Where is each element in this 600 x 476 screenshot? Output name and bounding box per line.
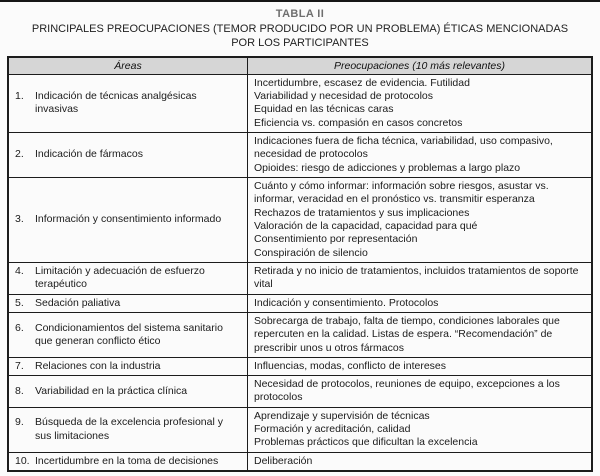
concern-item: Indicación y consentimiento. Protocolos bbox=[254, 296, 439, 309]
concerns-table bbox=[7, 56, 593, 473]
concerns-cell bbox=[248, 177, 593, 262]
table-row bbox=[8, 452, 592, 471]
concern-item: Formación y acreditación, calidad bbox=[254, 423, 411, 436]
area-cell bbox=[8, 312, 248, 357]
area-cell bbox=[8, 132, 248, 177]
area-label: Condicionamientos del sistema sanitario que generan conflicto ético bbox=[35, 321, 223, 347]
concerns-cell bbox=[248, 74, 593, 132]
area-cell bbox=[8, 294, 248, 312]
concern-item: Valoración de la capacidad, capacidad para qué bbox=[254, 219, 478, 232]
row-number: 1. bbox=[15, 89, 24, 102]
concern-item: Variabilidad y necesidad de protocolos bbox=[254, 89, 434, 102]
concern-item: Deliberación bbox=[254, 454, 313, 467]
row-number: 9. bbox=[15, 416, 24, 429]
area-cell bbox=[8, 262, 248, 294]
concerns-cell bbox=[248, 312, 593, 357]
area-label: Relaciones con la industria bbox=[35, 359, 161, 372]
area-cell bbox=[8, 407, 248, 452]
concern-item: Incertidumbre, escasez de evidencia. Futilidad bbox=[254, 76, 470, 89]
row-number: 2. bbox=[15, 148, 24, 161]
concerns-column-header: Preocupaciones (10 más relevantes) bbox=[248, 57, 593, 75]
concern-item: Consentimiento por representación bbox=[254, 233, 418, 246]
concerns-cell bbox=[248, 132, 593, 177]
table-row bbox=[8, 177, 592, 262]
table-row bbox=[8, 357, 592, 375]
concern-item: Sobrecarga de trabajo, falta de tiempo, condiciones laborales que repercuten en la calidad. Listas de espera. “Recomendación” de prescribir unos u otros fármacos bbox=[254, 314, 560, 354]
row-number: 4. bbox=[15, 264, 24, 277]
area-label: Información y consentimiento informado bbox=[35, 213, 222, 226]
concern-item: Rechazos de tratamientos y sus implicaciones bbox=[254, 206, 470, 219]
concern-item: Aprendizaje y supervisión de técnicas bbox=[254, 409, 430, 422]
concerns-cell bbox=[248, 294, 593, 312]
concern-item: Necesidad de protocolos, reuniones de equipo, excepciones a los protocolos bbox=[254, 378, 560, 404]
area-label: Búsqueda de la excelencia profesional y sus limitaciones bbox=[35, 416, 223, 442]
table-row bbox=[8, 407, 592, 452]
table-row bbox=[8, 262, 592, 294]
row-number: 10. bbox=[15, 454, 30, 467]
concern-item: Problemas prácticos que dificultan la excelencia bbox=[254, 436, 478, 449]
row-number: 7. bbox=[15, 359, 24, 372]
concerns-cell bbox=[248, 376, 593, 408]
concern-item: Influencias, modas, conflicto de intereses bbox=[254, 359, 447, 372]
table-caption bbox=[12, 8, 588, 51]
concern-item: Indicaciones fuera de ficha técnica, variabilidad, uso compasivo, necesidad de protocolos bbox=[254, 134, 553, 161]
table-header-row bbox=[8, 57, 592, 75]
row-number: 6. bbox=[15, 321, 24, 334]
area-label: Incertidumbre en la toma de decisiones bbox=[35, 454, 219, 467]
concerns-cell bbox=[248, 407, 593, 452]
concerns-cell bbox=[248, 452, 593, 471]
table-body bbox=[8, 74, 592, 471]
concern-item: Opioides: riesgo de adicciones y problemas a largo plazo bbox=[254, 161, 521, 174]
area-cell bbox=[8, 376, 248, 408]
area-cell bbox=[8, 452, 248, 471]
table-title-line1: PRINCIPALES PREOCUPACIONES (TEMOR PRODUCIDO POR UN PROBLEMA) ÉTICAS MENCIONADAS bbox=[31, 23, 569, 35]
area-label: Indicación de técnicas analgésicas invasivas bbox=[35, 89, 197, 116]
area-label: Variabilidad en la práctica clínica bbox=[35, 384, 188, 397]
row-number: 3. bbox=[15, 213, 24, 226]
concern-item: Cuánto y cómo informar: información sobre riesgos, asustar vs. informar, veracidad en el pronóstico vs. transmitir esperanza bbox=[254, 179, 549, 206]
row-number: 8. bbox=[15, 384, 24, 397]
row-number: 5. bbox=[15, 296, 24, 309]
areas-column-header: Áreas bbox=[8, 57, 248, 75]
concerns-cell bbox=[248, 357, 593, 375]
area-cell bbox=[8, 74, 248, 132]
table-label: TABLA II bbox=[275, 8, 325, 20]
concern-item: Conspiración de silencio bbox=[254, 246, 368, 259]
area-label: Sedación paliativa bbox=[35, 296, 121, 309]
table-row bbox=[8, 312, 592, 357]
area-cell bbox=[8, 357, 248, 375]
table-title-line2: POR LOS PARTICIPANTES bbox=[231, 37, 369, 50]
concern-item: Eficiencia vs. compasión en casos concretos bbox=[254, 116, 463, 129]
table-row bbox=[8, 376, 592, 408]
area-cell bbox=[8, 177, 248, 262]
concern-item: Equidad en las técnicas caras bbox=[254, 103, 394, 116]
table-row bbox=[8, 294, 592, 312]
area-label: Limitación y adecuación de esfuerzo terapéutico bbox=[35, 264, 205, 291]
concern-item: Retirada y no inicio de tratamientos, incluidos tratamientos de soporte vital bbox=[254, 264, 579, 291]
top-divider bbox=[0, 0, 600, 2]
table-row bbox=[8, 132, 592, 177]
table-row bbox=[8, 74, 592, 132]
area-label: Indicación de fármacos bbox=[35, 148, 143, 161]
concerns-cell bbox=[248, 262, 593, 294]
